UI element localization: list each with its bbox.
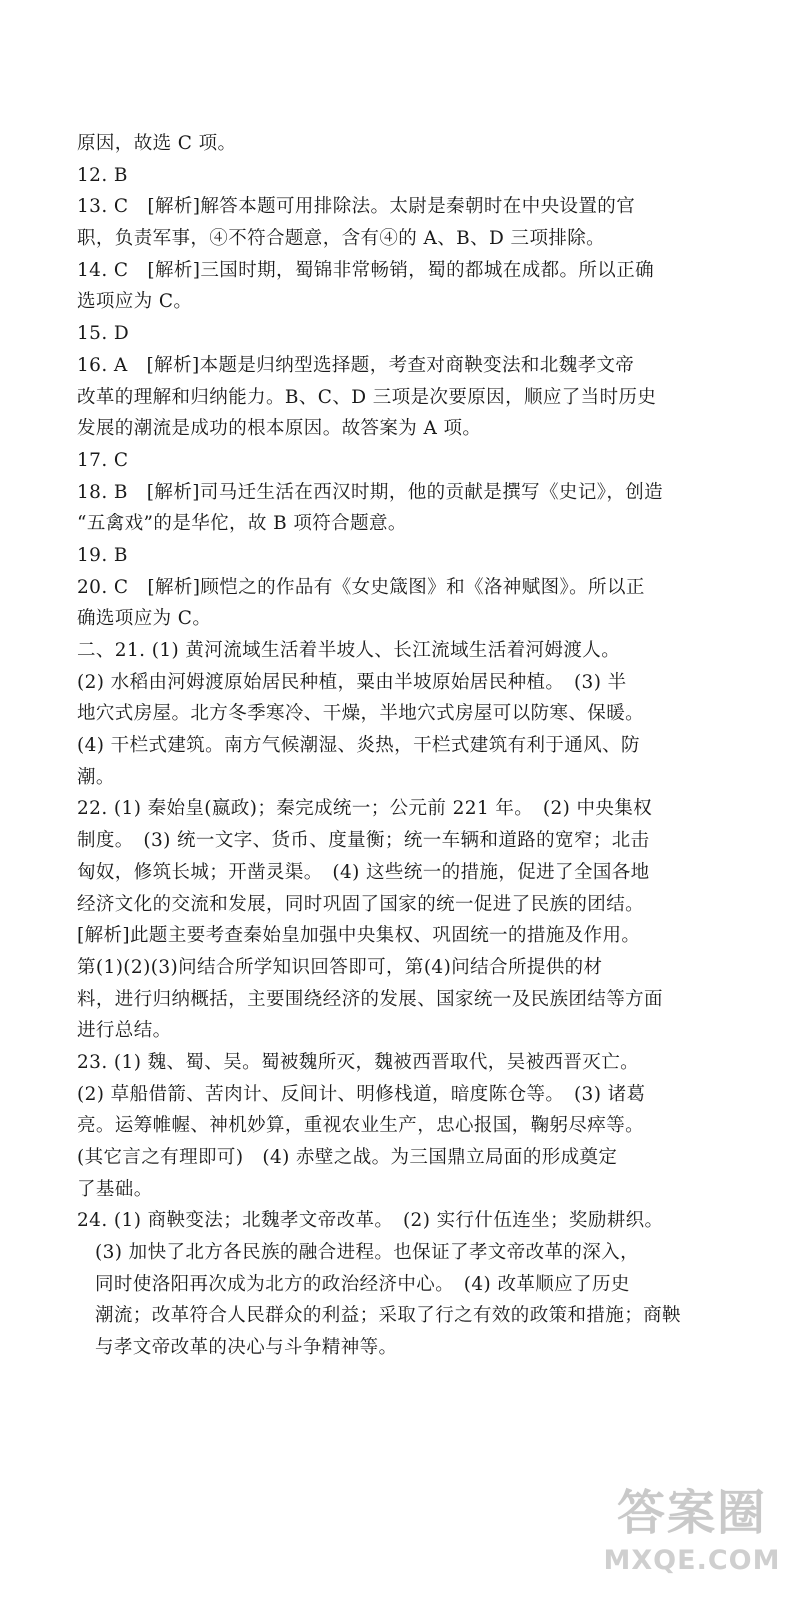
text-line-37: 同时使洛阳再次成为北方的政治经济中心。 (4) 改革顺应了历史 [95,1273,630,1295]
text-line-1: 原因，故选 C 项。 [77,133,237,154]
answer-18: 18. B [解析]司马迁生活在西汉时期，他的贡献是撰写《史记》，创造 [77,481,664,503]
text-line-29: 进行总结。 [77,1020,172,1042]
answer-13: 13. C [解析]解答本题可用排除法。太尉是秦朝时在中央设置的官 [77,196,636,218]
analysis-22: [解析]此题主要考查秦始皇加强中央集权、巩固统一的措施及作用。 [77,925,641,947]
text-line-38: 潮流；改革符合人民群众的利益；采取了行之有效的政策和措施；商鞅 [95,1305,681,1327]
answer-23: 23. (1) 魏、蜀、吴。蜀被魏所灭，魏被西晋取代，吴被西晋灭亡。 [77,1051,639,1073]
answer-16: 16. A [解析]本题是归纳型选择题，考查对商鞅变法和北魏孝文帝 [77,354,635,376]
text-line-36: (3) 加快了北方各民族的融合进程。也保证了孝文帝改革的深入， [95,1242,639,1264]
watermark-url: MXQE.COM [603,1545,781,1576]
answer-19: 19. B [77,544,128,566]
text-line-9: 改革的理解和归纳能力。B、C、D 三项是次要原因，顺应了当时历史 [77,386,657,408]
answer-15: 15. D [77,323,130,345]
text-line-31: (2) 草船借箭、苦肉计、反间计、明修栈道，暗度陈仓等。 (3) 诸葛 [77,1083,646,1105]
answer-20: 20. C [解析]顾恺之的作品有《女史箴图》和《洛神赋图》。所以正 [77,576,645,598]
text-line-24: 匈奴，修筑长城；开凿灵渠。 (4) 这些统一的措施，促进了全国各地 [77,861,650,883]
answer-21: 二、21. (1) 黄河流域生活着半坡人、长江流域生活着河姆渡人。 [77,640,621,661]
text-line-33: (其它言之有理即可) (4) 赤壁之战。为三国鼎立局面的形成奠定 [77,1147,618,1168]
text-line-25: 经济文化的交流和发展，同时巩固了国家的统一促进了民族的团结。 [77,893,645,915]
text-line-28: 料，进行归纳概括，主要围绕经济的发展、国家统一及民族团结等方面 [77,988,663,1010]
answer-17: 17. C [77,449,129,471]
answer-22: 22. (1) 秦始皇(嬴政)；秦完成统一；公元前 221 年。 (2) 中央集权 [77,798,653,820]
site-watermark-logo [602,1482,782,1592]
watermark-title: 答案圈 [616,1485,767,1541]
answer-14: 14. C [解析]三国时期，蜀锦非常畅销，蜀的都城在成都。所以正确 [77,259,654,281]
text-line-10: 发展的潮流是成功的根本原因。故答案为 A 项。 [77,418,482,440]
text-line-18: (2) 水稻由河姆渡原始居民种植，粟由半坡原始居民种植。 (3) 半 [77,671,627,693]
text-line-16: 确选项应为 C。 [77,608,212,630]
text-line-23: 制度。 (3) 统一文字、货币、度量衡；统一车辆和道路的宽窄；北击 [77,830,650,852]
text-line-13: “五禽戏”的是华佗，故 B 项符合题意。 [77,513,407,535]
text-line-34: 了基础。 [77,1178,153,1200]
text-line-21: 潮。 [77,766,115,788]
answer-12: 12. B [77,164,128,186]
text-line-20: (4) 干栏式建筑。南方气候潮湿、炎热，干栏式建筑有利于通风、防 [77,735,640,757]
text-line-32: 亮。运筹帷幄、神机妙算，重视农业生产，忠心报国，鞠躬尽瘁等。 [77,1115,645,1137]
answer-24: 24. (1) 商鞅变法；北魏孝文帝改革。 (2) 实行什伍连坐；奖励耕织。 [77,1210,664,1232]
text-line-19: 地穴式房屋。北方冬季寒冷、干燥，半地穴式房屋可以防寒、保暖。 [77,703,645,725]
answer-page [77,128,737,1364]
text-line-4: 职，负责军事，④不符合题意，含有④的 A、B、D 三项排除。 [77,228,606,250]
text-line-39: 与孝文帝改革的决心与斗争精神等。 [95,1337,398,1359]
text-line-27: 第(1)(2)(3)问结合所学知识回答即可，第(4)问结合所提供的材 [77,956,603,978]
text-line-6: 选项应为 C。 [77,291,193,313]
